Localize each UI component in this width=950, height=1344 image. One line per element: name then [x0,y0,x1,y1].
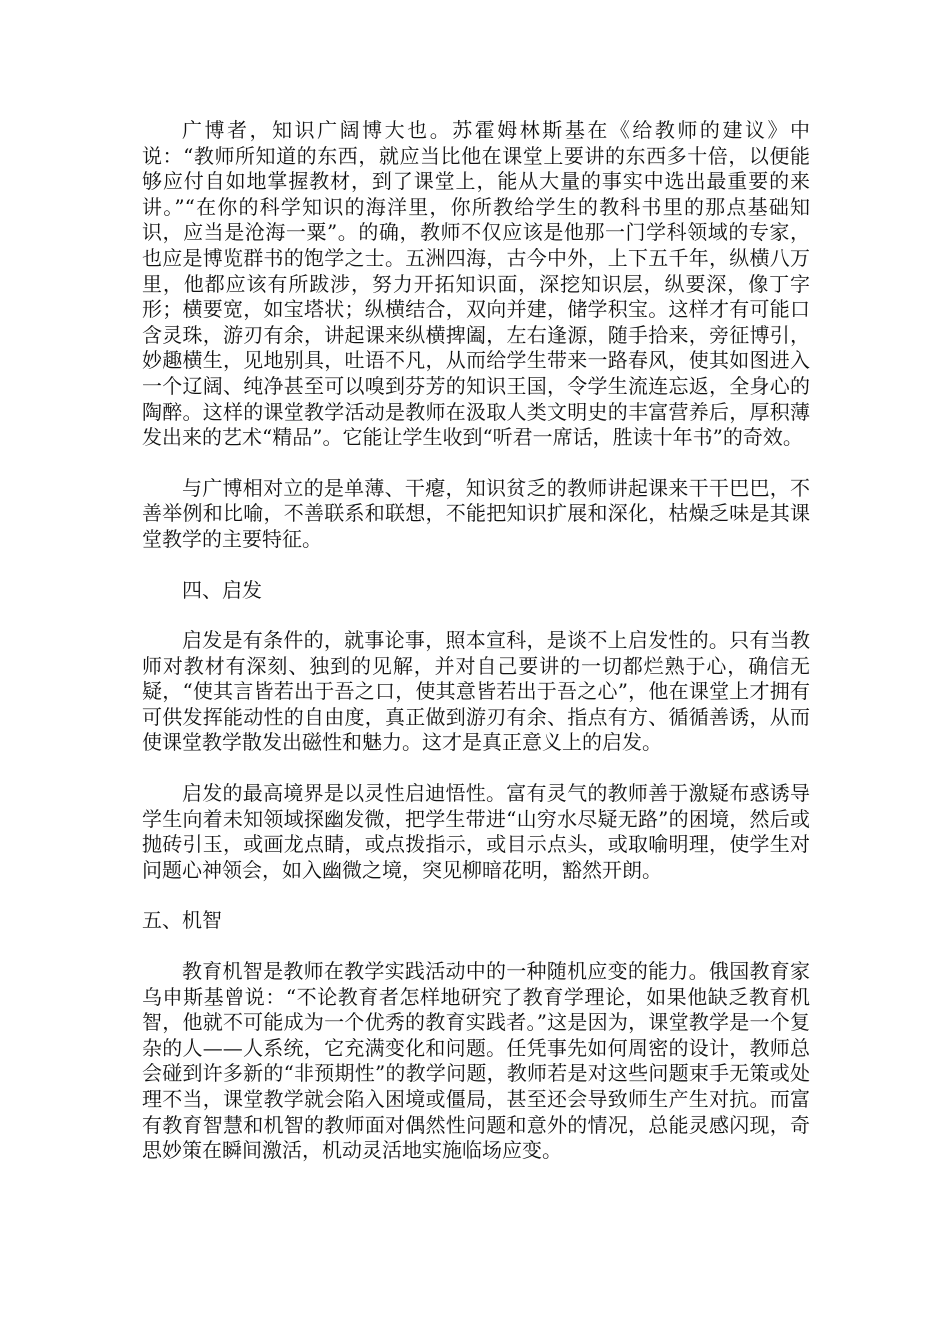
document-page [142,118,810,1189]
paragraph-educational-wit: 教育机智是教师在教学实践活动中的一种随机应变的能力。俄国教育家乌申斯基曾说：“不论教育者怎样地研究了教育学理论，如果他缺乏教育机智，他就不可能成为一个优秀的教育实践者。”这是因为，课堂教学是一个复杂的人——人系统，它充满变化和问题。任凭事先如何周密的设计，教师总会碰到许多新的“非预期性”的教学问题，教师若是对这些问题束手无策或处理不当，课堂教学就会陷入困境或僵局，甚至还会导致师生产生对抗。而富有教育智慧和机智的教师面对偶然性问题和意外的情况，总能灵感闪现，奇思妙策在瞬间激活，机动灵活地实施临场应变。 [142,959,810,1163]
section-heading-inspiration: 四、启发 [182,577,262,602]
paragraph-thin-knowledge: 与广博相对立的是单薄、干瘪，知识贫乏的教师讲起课来干干巴巴，不善举例和比喻，不善联系和联想，不能把知识扩展和深化，枯燥乏味是其课堂教学的主要特征。 [142,475,810,551]
paragraph-inspiration-highest: 启发的最高境界是以灵性启迪悟性。富有灵气的教师善于激疑布惑诱导学生向着未知领域探幽发微，把学生带进“山穷水尽疑无路”的困境，然后或抛砖引玉，或画龙点睛，或点拨指示，或目示点头，或取喻明理，使学生对问题心神领会，如入幽微之境，突见柳暗花明，豁然开朗。 [142,781,810,882]
section-heading-wit: 五、机智 [142,908,222,933]
paragraph-inspiration-conditions: 启发是有条件的，就事论事，照本宣科，是谈不上启发性的。只有当教师对教材有深刻、独到的见解，并对自己要讲的一切都烂熟于心，确信无疑，“使其言皆若出于吾之口，使其意皆若出于吾之心”，他在课堂上才拥有可供发挥能动性的自由度，真正做到游刃有余、指点有方、循循善诱，从而使课堂教学散发出磁性和魅力。这才是真正意义上的启发。 [142,628,810,755]
paragraph-broad-knowledge: 广博者，知识广阔博大也。苏霍姆林斯基在《给教师的建议》中说：“教师所知道的东西，就应当比他在课堂上要讲的东西多十倍，以便能够应付自如地掌握教材，到了课堂上，能从大量的事实中选出最重要的来讲。”“在你的科学知识的海洋里，你所教给学生的教科书里的那点基础知识，应当是沧海一粟”。的确，教师不仅应该是他那一门学科领域的专家，也应是博览群书的饱学之士。五洲四海，古今中外，上下五千年，纵横八万里，他都应该有所跋涉，努力开拓知识面，深挖知识层，纵要深，像丁字形；横要宽，如宝塔状；纵横结合，双向并建，储学积宝。这样才有可能口含灵珠，游刃有余，讲起课来纵横捭阖，左右逢源，随手拾来，旁征博引，妙趣横生，见地别具，吐语不凡，从而给学生带来一路春风，使其如图进入一个辽阔、纯净甚至可以嗅到芬芳的知识王国，令学生流连忘返，全身心的陶醉。这样的课堂教学活动是教师在汲取人类文明史的丰富营养后，厚积薄发出来的艺术“精品”。它能让学生收到“听君一席话，胜读十年书”的奇效。 [142,118,810,450]
